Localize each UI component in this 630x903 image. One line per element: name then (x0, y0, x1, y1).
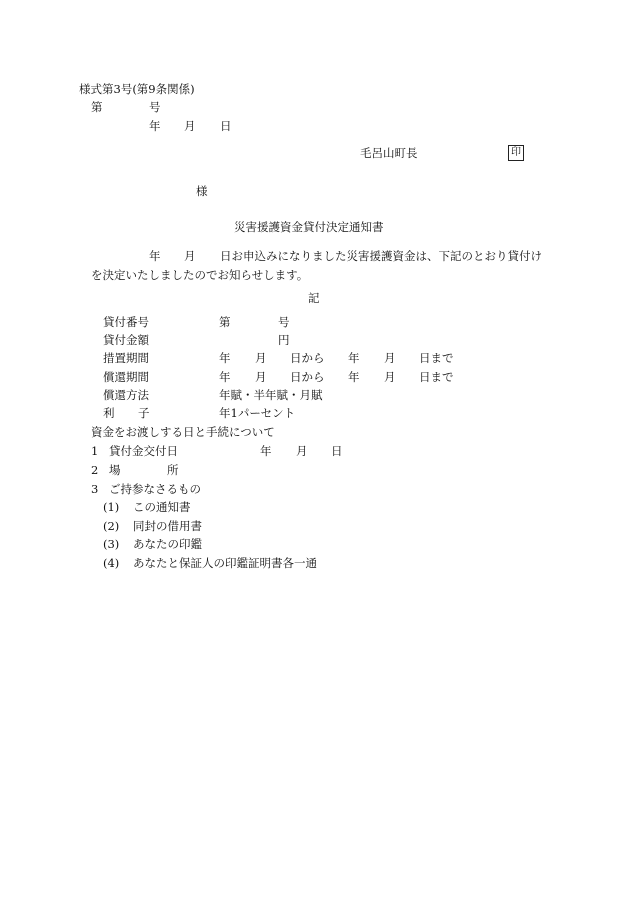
procedure-item-number: 3 (91, 482, 99, 496)
detail-value: 円 (278, 333, 290, 347)
procedure-day: 日 (331, 444, 343, 458)
detail-value: 年賦・半年賦・月賦 (219, 388, 323, 402)
bring-item-text: 同封の借用書 (133, 519, 202, 533)
procedure-item-label-b: 所 (167, 463, 179, 477)
detail-value: 第 (219, 315, 231, 329)
detail-value: 月 (255, 370, 267, 384)
procedure-heading: 資金をお渡しする日と手続について (91, 425, 275, 439)
detail-value: 年 (219, 351, 231, 365)
ki-heading: 記 (308, 291, 320, 305)
detail-value: 号 (278, 315, 290, 329)
detail-value: 日から (290, 370, 325, 384)
body-line-2: を決定いたしましたのでお知らせします。 (91, 268, 309, 282)
bring-item-text: あなたと保証人の印鑑証明書各一通 (133, 556, 317, 570)
procedure-item-number: 2 (91, 463, 99, 477)
detail-value: 年1パーセント (219, 406, 296, 420)
body-line-1: 日お申込みになりました災害援護資金は、下記のとおり貸付け (220, 249, 542, 263)
bring-item-number: (1) (103, 500, 120, 514)
notice-number-suffix: 号 (149, 100, 161, 114)
recipient-suffix: 様 (196, 184, 208, 198)
document-title: 災害援護資金貸付決定通知書 (234, 220, 384, 234)
bring-item-text: あなたの印鑑 (133, 537, 202, 551)
detail-value: 年 (348, 370, 360, 384)
detail-value: 月 (255, 351, 267, 365)
date-month: 月 (184, 119, 196, 133)
detail-label-loan-amount: 貸付金額 (103, 333, 149, 347)
bring-item-number: (4) (103, 556, 120, 570)
procedure-month: 月 (296, 444, 308, 458)
detail-value: 年 (348, 351, 360, 365)
date-year: 年 (149, 119, 161, 133)
detail-value: 月 (384, 351, 396, 365)
procedure-item-label: 貸付金交付日 (109, 444, 178, 458)
detail-label-interest-a: 利 (103, 406, 115, 420)
form-number-label: 様式第3号(第9条関係) (79, 82, 195, 96)
bring-item-text: この通知書 (133, 500, 191, 514)
detail-label-repayment-method: 償還方法 (103, 388, 149, 402)
procedure-item-label-a: 場 (109, 463, 121, 477)
procedure-year: 年 (260, 444, 272, 458)
detail-value: 月 (384, 370, 396, 384)
bring-item-number: (2) (103, 519, 120, 533)
body-year: 年 (149, 249, 161, 263)
date-day: 日 (220, 119, 232, 133)
detail-value: 日から (290, 351, 325, 365)
detail-label-repayment-period: 償還期間 (103, 370, 149, 384)
body-month: 月 (184, 249, 196, 263)
detail-label-loan-number: 貸付番号 (103, 315, 149, 329)
notice-number-prefix: 第 (91, 100, 103, 114)
seal-mark: 印 (508, 145, 524, 161)
procedure-item-number: 1 (91, 444, 99, 458)
detail-label-grace-period: 措置期間 (103, 351, 149, 365)
issuer-name: 毛呂山町長 (360, 146, 418, 160)
detail-value: 年 (219, 370, 231, 384)
detail-value: 日まで (419, 351, 454, 365)
bring-item-number: (3) (103, 537, 120, 551)
procedure-item-label: ご持参なさるもの (109, 482, 201, 496)
detail-value: 日まで (419, 370, 454, 384)
detail-label-interest-b: 子 (138, 406, 150, 420)
